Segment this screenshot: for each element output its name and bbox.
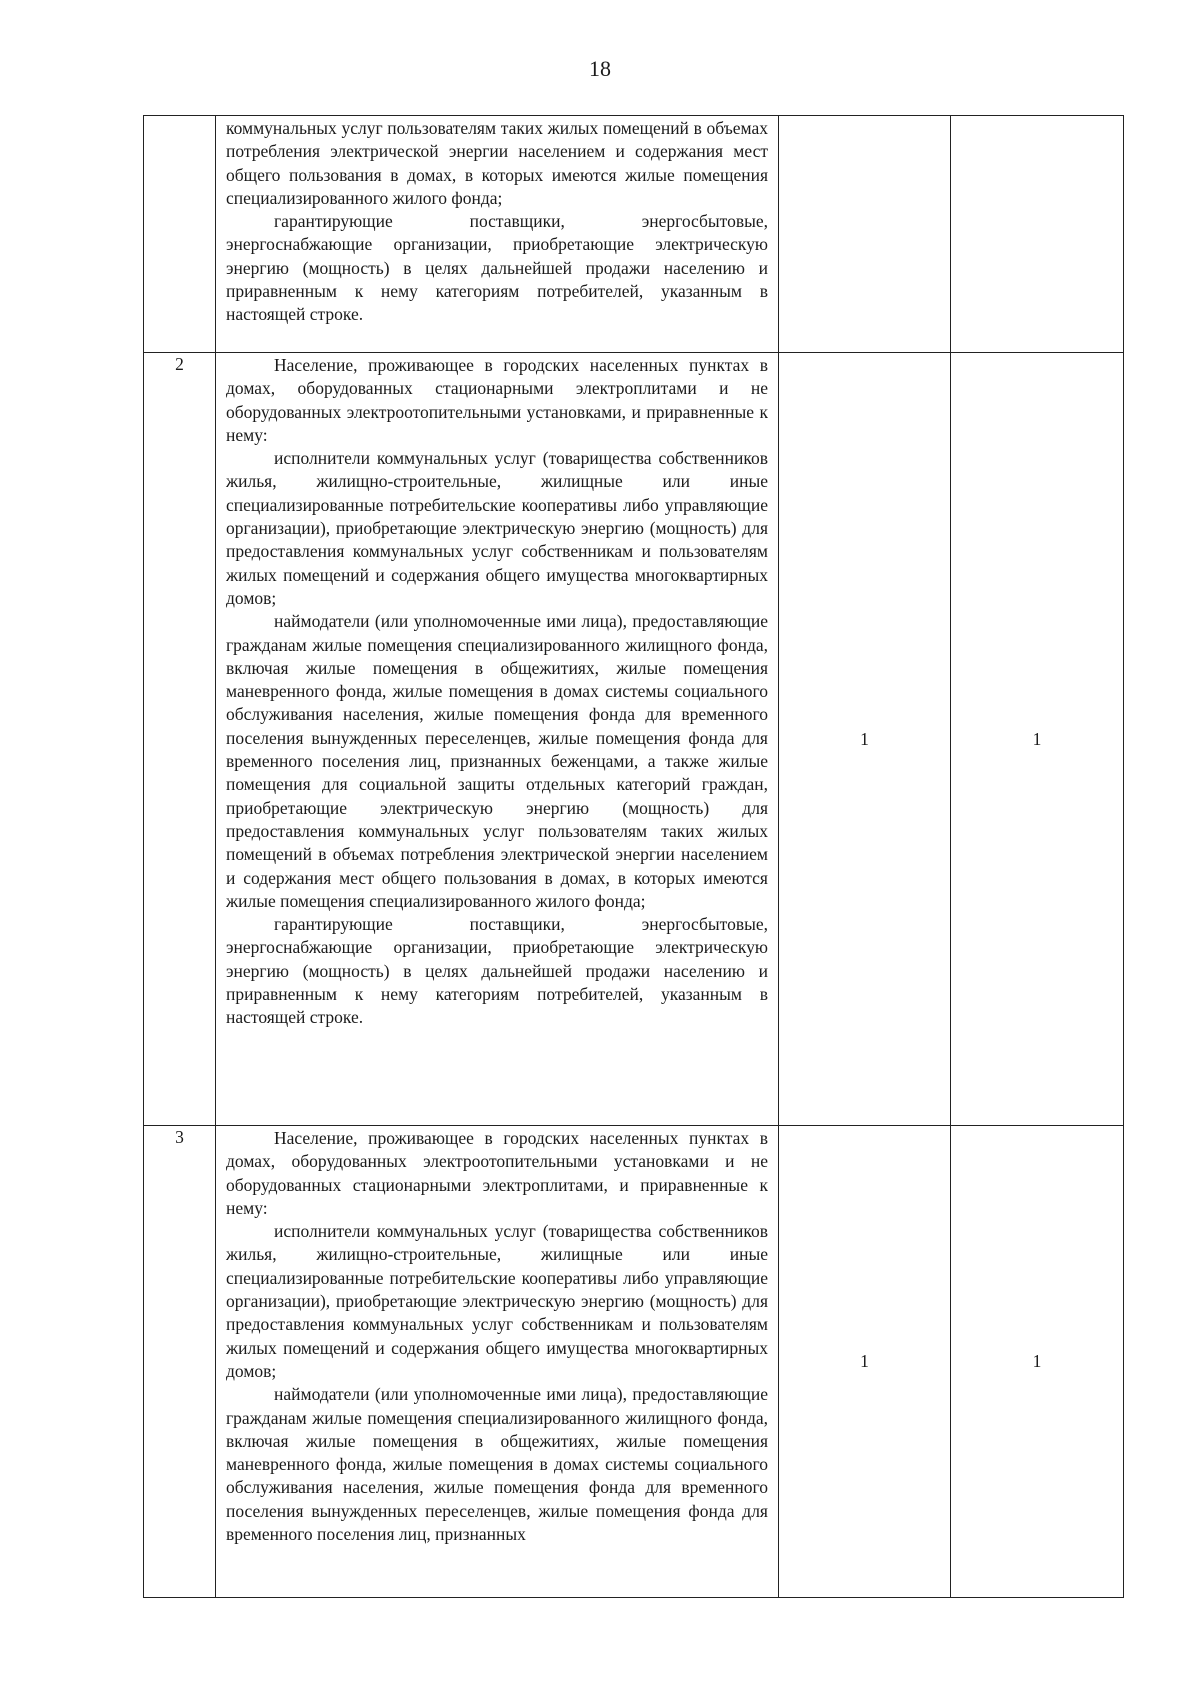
- row-paragraph: Население, проживающее в городских населенных пунктах в домах, оборудованных стационарными электроплитами и не оборудованных электроотопительными установками, и приравненные к нему:: [226, 355, 768, 445]
- row-description: [216, 1126, 779, 1598]
- row-number: 2: [144, 353, 216, 1126]
- table-row: [144, 116, 1124, 353]
- row-paragraph: наймодатели (или уполномоченные ими лица), предоставляющие гражданам жилые помещения специализированного жилищного фонда, включая жилые помещения в общежитиях, жилые помещения маневренного фонда, жилые помещения в домах системы социального обслуживания населения, жилые помещения фонда для временного поселения вынужденных переселенцев, жилые помещения фонда для временного поселения лиц, признанных беженцами, а также жилые помещения для социальной защиты отдельных категорий граждан, приобретающие электрическую энергию (мощность) для предоставления коммунальных услуг пользователям таких жилых помещений в объемах потребления электрической энергии населением и содержания мест общего пользования в домах, в которых имеются жилые помещения специализированного жилого фонда;: [226, 611, 768, 911]
- row-value-1: 1: [779, 353, 951, 1126]
- row-paragraph: Население, проживающее в городских населенных пунктах в домах, оборудованных электроотопительными установками и не оборудованных стационарными электроплитами, и приравненные к нему:: [226, 1128, 768, 1218]
- row-number: [144, 116, 216, 353]
- tariff-table: [143, 115, 1124, 1598]
- row-paragraph: исполнители коммунальных услуг (товарищества собственников жилья, жилищно-строительные, жилищные или иные специализированные потребительские кооперативы либо управляющие организации), приобретающие электрическую энергию (мощность) для предоставления коммунальных услуг собственникам и пользователям жилых помещений и содержания общего имущества многоквартирных домов;: [226, 1221, 768, 1381]
- row-description: [216, 116, 779, 353]
- table-row: [144, 353, 1124, 1126]
- row-value-1: [779, 116, 951, 353]
- row-paragraph: гарантирующие поставщики, энергосбытовые, энергоснабжающие организации, приобретающие электрическую энергию (мощность) в целях дальнейшей продажи населению и приравненным к нему категориям потребителей, указанным в настоящей строке.: [226, 211, 768, 325]
- table-row: [144, 1126, 1124, 1598]
- page-number: 18: [589, 56, 611, 81]
- row-paragraph: гарантирующие поставщики, энергосбытовые, энергоснабжающие организации, приобретающие электрическую энергию (мощность) в целях дальнейшей продажи населению и приравненным к нему категориям потребителей, указанным в настоящей строке.: [226, 914, 768, 1028]
- row-number: 3: [144, 1126, 216, 1598]
- row-value-2: 1: [951, 353, 1124, 1126]
- row-value-1: 1: [779, 1126, 951, 1598]
- row-description: [216, 353, 779, 1126]
- row-paragraph: коммунальных услуг пользователям таких жилых помещений в объемах потребления электрической энергии населением и содержания мест общего пользования в домах, в которых имеются жилые помещения специализированного жилого фонда;: [226, 118, 768, 208]
- row-paragraph: исполнители коммунальных услуг (товарищества собственников жилья, жилищно-строительные, жилищные или иные специализированные потребительские кооперативы либо управляющие организации), приобретающие электрическую энергию (мощность) для предоставления коммунальных услуг собственникам и пользователям жилых помещений и содержания общего имущества многоквартирных домов;: [226, 448, 768, 608]
- row-paragraph: наймодатели (или уполномоченные ими лица), предоставляющие гражданам жилые помещения специализированного жилищного фонда, включая жилые помещения в общежитиях, жилые помещения маневренного фонда, жилые помещения в домах системы социального обслуживания населения, жилые помещения фонда для временного поселения вынужденных переселенцев, жилые помещения фонда для временного поселения лиц, признанных: [226, 1384, 768, 1545]
- row-value-2: [951, 116, 1124, 353]
- row-value-2: 1: [951, 1126, 1124, 1598]
